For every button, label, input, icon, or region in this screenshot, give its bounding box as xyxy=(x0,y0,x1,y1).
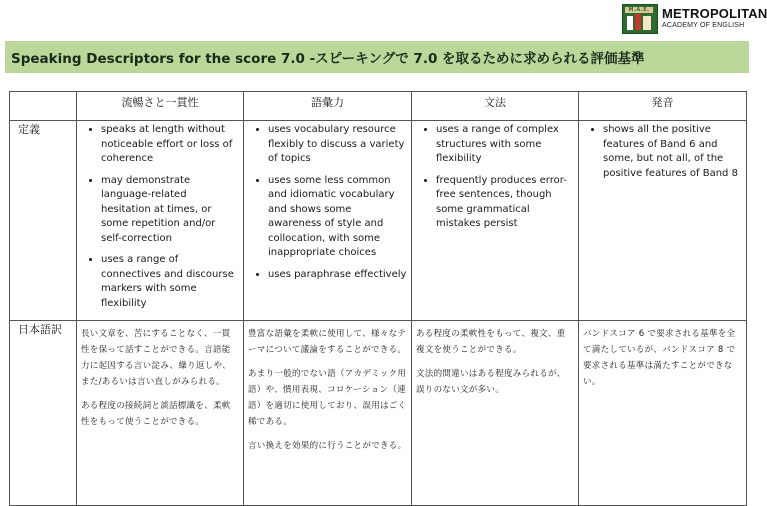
list-item: • speaks at length without noticeable effort or loss of coherence xyxy=(101,123,239,167)
logo-subtitle: ACADEMY OF ENGLISH xyxy=(662,22,745,29)
definition-lexical-cell xyxy=(244,121,412,321)
translation-fluency-cell xyxy=(77,321,244,506)
translation-paragraph: 文法的間違いはある程度みられるが、誤りのない文が多い。 xyxy=(416,369,566,395)
translation-pronunciation-cell xyxy=(579,321,747,506)
translation-paragraph: ある程度の柔軟性をもって、複文、重複文を使うことができる。 xyxy=(416,329,566,355)
translation-paragraph: ある程度の接続詞と談話標識を、柔軟性をもって使うことができる。 xyxy=(81,401,231,427)
list-item: • uses a range of connectives and discourse markers with some flexibility xyxy=(101,253,239,311)
list-item: • uses some less common and idiomatic vocabulary and shows some awareness of style and collocation, with some inappropriate choices xyxy=(268,174,407,261)
academy-logo xyxy=(622,4,767,34)
translation-label: 日本語訳 xyxy=(10,321,77,506)
header-grammar: 文法 xyxy=(412,92,579,121)
definition-row xyxy=(10,121,747,321)
translation-grammar-cell xyxy=(412,321,579,506)
emblem-text: M.A.E. xyxy=(625,7,653,13)
translation-paragraph: 豊富な語彙を柔軟に使用して、様々なテーマについて議論をすることができる。 xyxy=(248,329,407,355)
list-item: • uses a range of complex structures with some flexibility xyxy=(436,123,574,167)
header-row xyxy=(10,92,747,121)
book-emblem-icon xyxy=(622,4,658,34)
translation-lexical-cell xyxy=(244,321,412,506)
translation-paragraph: 言い換えを効果的に行うことができる。 xyxy=(248,441,407,451)
header-fluency: 流暢さと一貫性 xyxy=(77,92,244,121)
list-item: • may demonstrate language-related hesitation at times, or some repetition and/or self-correction xyxy=(101,174,239,247)
header-empty xyxy=(10,92,77,121)
list-item: • shows all the positive features of Band 6 and some, but not all, of the positive features of Band 8 xyxy=(603,123,742,181)
logo-name: METROPOLITAN xyxy=(662,6,767,21)
translation-paragraph: あまり一般的でない語（アカデミック用語）や、慣用表現、コロケーション（連語）を適切に使用しており、誤用はごく稀である。 xyxy=(248,369,407,427)
translation-paragraph: 長い文章を、苦にすることなく、一貫性を保って話すことができる。言語能力に起因する言い淀み、繰り返しや、また/あるいは言い直しがみられる。 xyxy=(81,329,231,387)
page-title: Speaking Descriptors for the score 7.0 -スピーキングで 7.0 を取るために求められる評価基準 xyxy=(5,41,749,73)
definition-pronunciation-cell xyxy=(579,121,747,321)
list-item: • uses vocabulary resource flexibly to discuss a variety of topics xyxy=(268,123,407,167)
descriptor-table xyxy=(9,91,747,506)
list-item: • frequently produces error-free sentences, though some grammatical mistakes persist xyxy=(436,174,574,232)
translation-row xyxy=(10,321,747,506)
header-lexical: 語彙力 xyxy=(244,92,412,121)
header-pronunciation: 発音 xyxy=(579,92,747,121)
translation-paragraph: バンドスコア 6 で要求される基準を全て満たしているが、バンドスコア 8 で要求される基準は満たすことができない。 xyxy=(583,329,736,387)
list-item: • uses paraphrase effectively xyxy=(268,268,407,283)
definition-label: 定義 xyxy=(10,121,77,321)
definition-grammar-cell xyxy=(412,121,579,321)
definition-fluency-cell xyxy=(77,121,244,321)
